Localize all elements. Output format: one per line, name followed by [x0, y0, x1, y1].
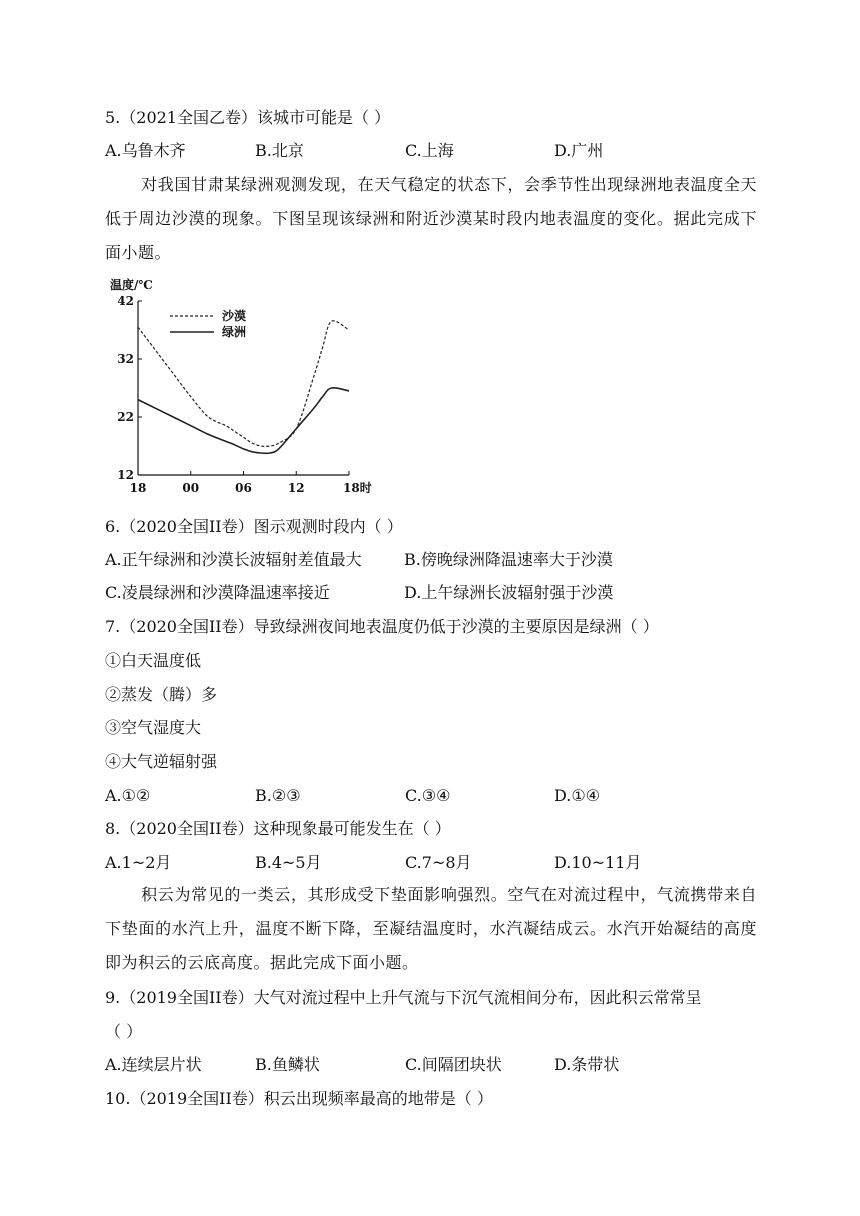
q9-option-b: B.鱼鳞状: [255, 1055, 320, 1074]
q7-option-a: A.①②: [105, 786, 151, 805]
q7-options: [105, 785, 755, 807]
q5-stem: 5.（2021全国乙卷）该城市可能是（ ）: [105, 108, 391, 127]
q8-option-c: C.7~8月: [405, 853, 472, 872]
q9-stem: 9.（2019全国II卷）大气对流过程中上升气流与下沉气流相间分布，因此积云常常呈: [105, 988, 702, 1007]
x-tick-label: 06: [235, 481, 252, 495]
y-tick-label: 12: [117, 468, 134, 482]
q5-option-b: B.北京: [255, 141, 304, 160]
passage-oasis-text: 对我国甘肃某绿洲观测发现，在天气稳定的状态下，会季节性出现绿洲地表温度全天低于周边沙漠的现象。下图呈现该绿洲和附近沙漠某时段内地表温度的变化。据此完成下面小题。: [105, 175, 757, 262]
passage-cumulus-text: 积云为常见的一类云，其形成受下垫面影响强烈。空气在对流过程中，气流携带来自下垫面的水汽上升，温度不断下降，至凝结温度时，水汽凝结成云。水汽开始凝结的高度即为积云的云底高度。据此完成下面小题。: [105, 885, 757, 972]
series-line-desert: [138, 321, 349, 447]
x-tick-label: 18: [129, 481, 147, 495]
q8-option-a: A.1~2月: [105, 853, 172, 872]
q7-item-1: ①白天温度低: [105, 651, 202, 670]
y-tick-label: 22: [117, 410, 134, 424]
q8-options: [105, 852, 755, 874]
passage-cumulus: [105, 878, 757, 980]
passage-oasis: [105, 168, 757, 270]
chart-legend: [170, 308, 246, 339]
x-tick-label: 12: [287, 481, 305, 495]
series-line-oasis: [138, 388, 349, 453]
q7-option-b: B.②③: [255, 786, 301, 805]
q8-stem: 8.（2020全国II卷）这种现象最可能发生在（ ）: [105, 819, 451, 838]
q5-options: [105, 140, 755, 162]
q9-options: [105, 1054, 755, 1076]
q6-options-row2: [105, 582, 755, 604]
q6-option-b: B.傍晚绿洲降温速率大于沙漠: [404, 550, 613, 569]
y-tick-label: 42: [117, 294, 134, 308]
x-tick-label: 00: [182, 481, 200, 495]
q9-option-c: C.间隔团块状: [405, 1055, 502, 1074]
q7-option-d: D.①④: [554, 786, 601, 805]
q7-item-2: ②蒸发（腾）多: [105, 685, 218, 704]
q5-option-a: A.乌鲁木齐: [105, 141, 186, 160]
q6-options: [105, 549, 755, 571]
q5-option-c: C.上海: [405, 141, 454, 160]
q6-option-a: A.正午绿洲和沙漠长波辐射差值最大: [105, 550, 362, 569]
legend-label-desert: 沙漠: [222, 309, 247, 323]
q6-option-d: D.上午绿洲长波辐射强于沙漠: [404, 583, 614, 602]
q7-item-3: ③空气湿度大: [105, 718, 202, 737]
q8-option-b: B.4~5月: [255, 853, 322, 872]
chart-series: [138, 321, 349, 454]
chart-ylabel: 温度/℃: [110, 278, 153, 292]
q6-option-c: C.凌晨绿洲和沙漠降温速率接近: [105, 583, 330, 602]
q9-option-a: A.连续层片状: [105, 1055, 202, 1074]
temperature-chart: [106, 275, 372, 500]
y-tick-label: 32: [117, 352, 134, 366]
q8-option-d: D.10~11月: [554, 853, 642, 872]
q7-stem: 7.（2020全国II卷）导致绿洲夜间地表温度仍低于沙漠的主要原因是绿洲（ ）: [105, 617, 659, 636]
legend-label-oasis: 绿洲: [222, 325, 247, 339]
q9-stem-cont: （ ）: [105, 1022, 143, 1041]
q7-item-4: ④大气逆辐射强: [105, 752, 218, 771]
q5-option-d: D.广州: [554, 141, 604, 160]
q6-stem: 6.（2020全国II卷）图示观测时段内（ ）: [105, 517, 403, 536]
q10-stem: 10.（2019全国II卷）积云出现频率最高的地带是（ ）: [105, 1089, 493, 1108]
q9-option-d: D.条带状: [554, 1055, 620, 1074]
x-tick-label: 18时: [343, 481, 372, 495]
q7-option-c: C.③④: [405, 786, 451, 805]
